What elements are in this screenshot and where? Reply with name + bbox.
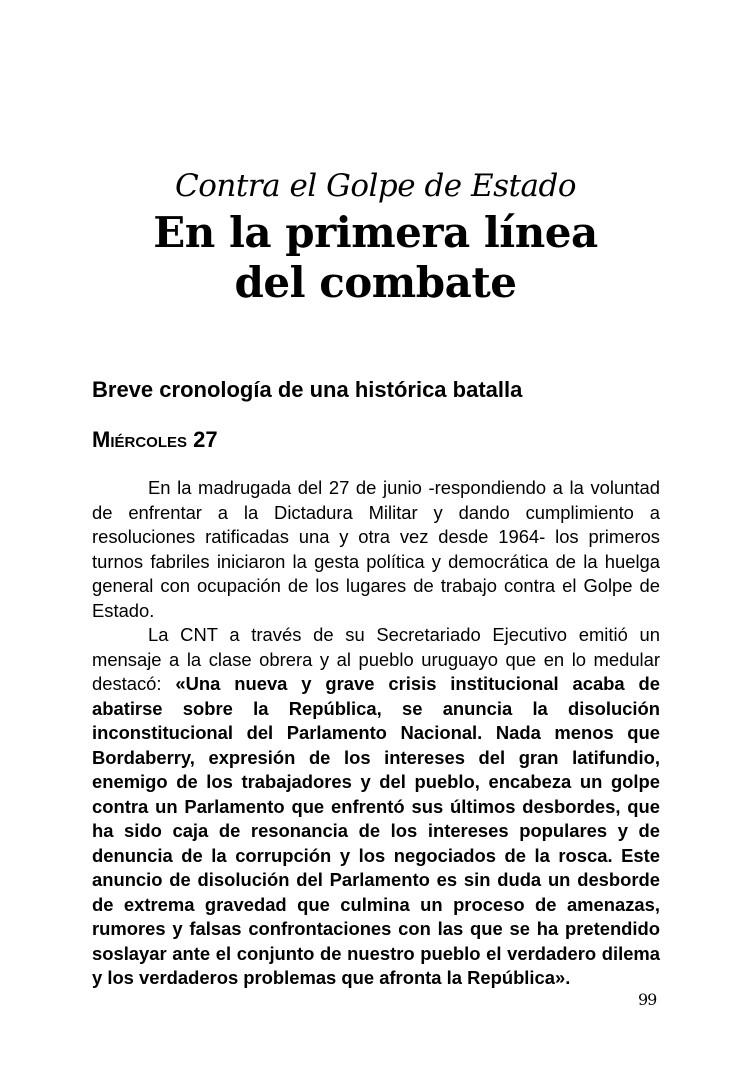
chapter-title-line-1: En la primera línea xyxy=(153,208,598,257)
chapter-title xyxy=(0,208,751,308)
page-number: 99 xyxy=(638,990,657,1009)
paragraph-2-intro: La CNT a través de su Secretariado Ejecutivo emitió un mensaje a la clase obrera y al pueblo uruguayo que en lo medular destacó: xyxy=(92,624,660,694)
paragraph-1: En la madrugada del 27 de junio -respondiendo a la voluntad de enfrentar a la Dictadura Militar y dando cumplimiento a resoluciones ratificadas una y otra vez desde 1964- los primeros turnos fabriles iniciaron la gesta política y democrática de la huelga general con ocupación de los lugares de trabajo contra el Golpe de Estado. xyxy=(92,477,660,621)
chapter-subtitle: Contra el Golpe de Estado xyxy=(175,168,576,204)
paragraph-2 xyxy=(92,623,660,991)
chapter-title-line-2: del combate xyxy=(234,258,517,307)
section-heading: Breve cronología de una histórica batalla xyxy=(92,377,523,402)
cnt-quote: «Una nueva y grave crisis institucional acaba de abatirse sobre la República, se anuncia la disolución inconstitucional del Parlamento Nacional. Nada menos que Bordaberry, expresión de los intereses del gran latifundio, enemigo de los trabajadores y del pueblo, encabeza un golpe contra un Parlamento que enfrentó sus últimos desbordes, que ha sido caja de resonancia de los intereses populares y de denuncia de la corrupción y los negociados de la rosca. Este anuncio de disolución del Parlamento es sin duda un desborde de extrema gravedad que culmina un proceso de amenazas, rumores y falsas confrontaciones con las que se ha pretendido soslayar ante el conjunto de nuestro pueblo el verdadero dilema y los verdaderos problemas que afronta la República». xyxy=(92,673,660,988)
day-heading: Miércoles 27 xyxy=(92,427,218,452)
body-text xyxy=(92,476,660,991)
